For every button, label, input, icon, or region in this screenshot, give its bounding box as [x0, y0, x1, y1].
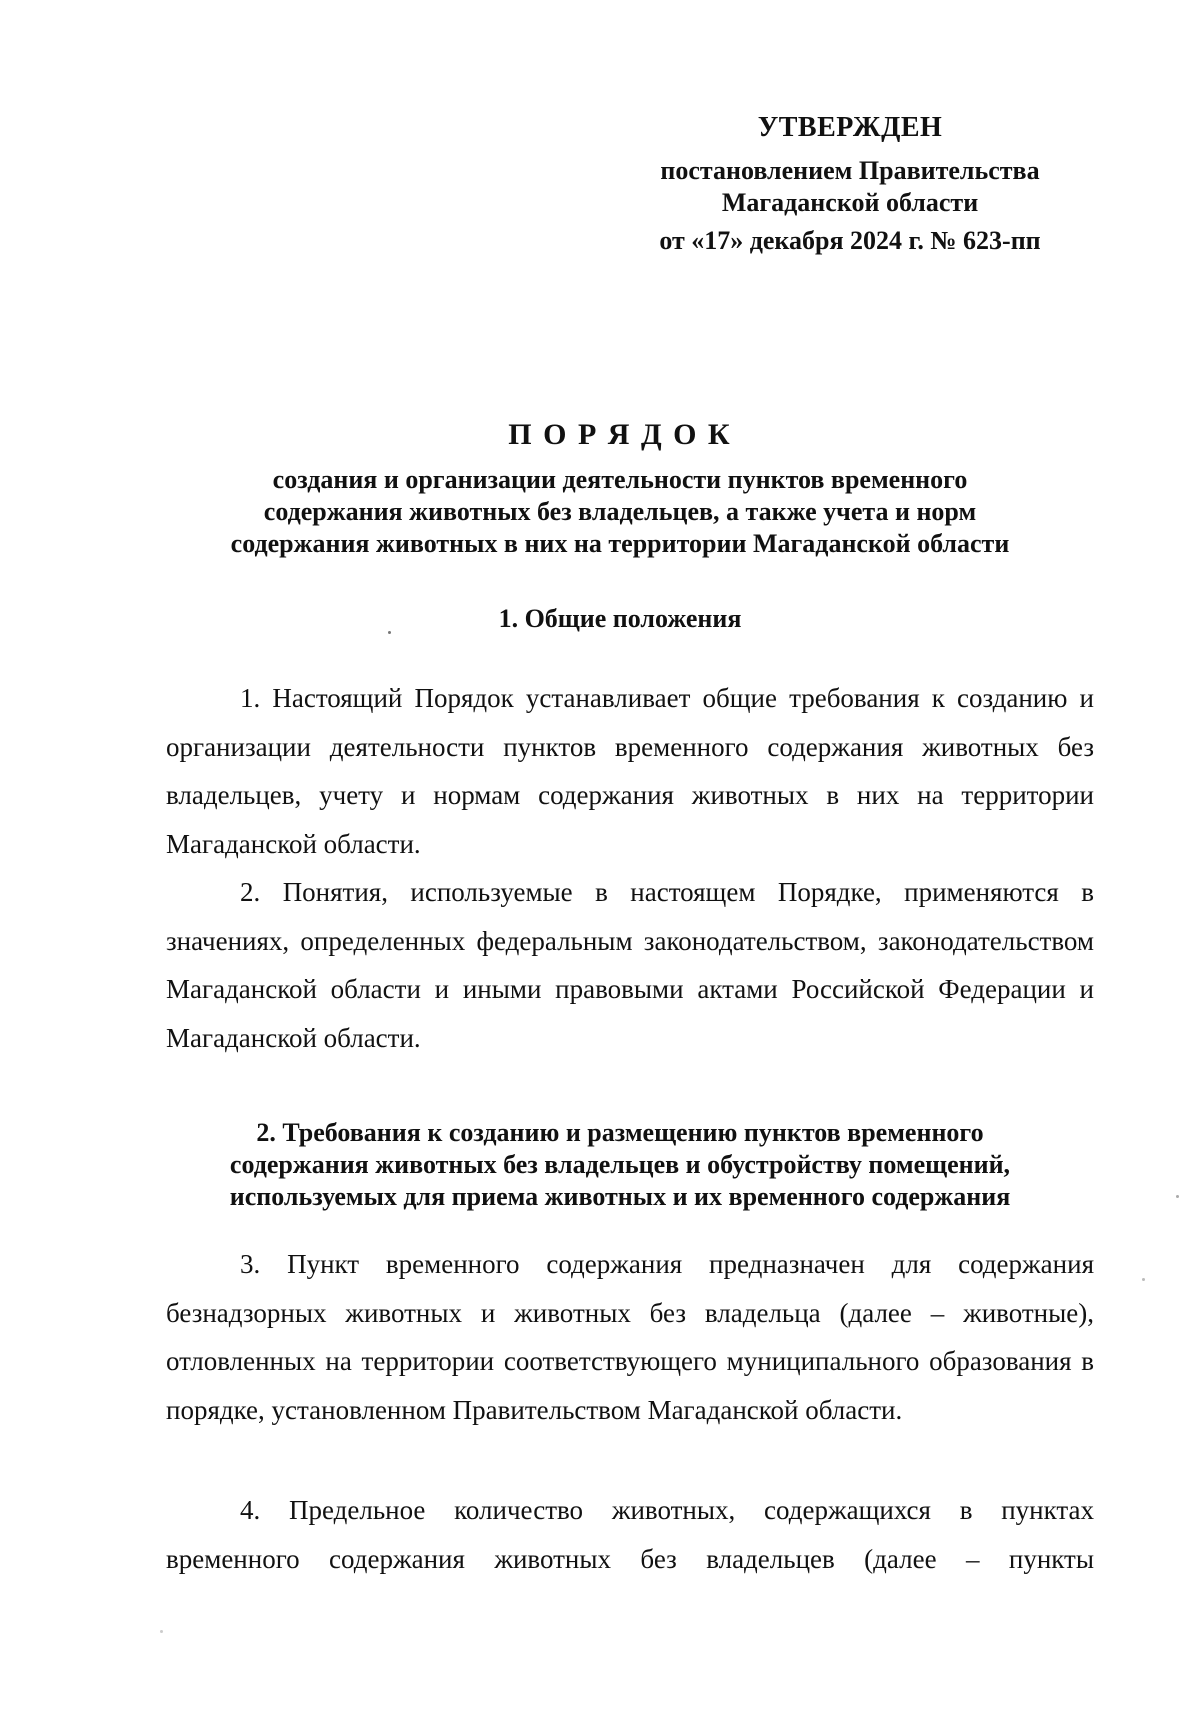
section-2-heading-line-1: 2. Требования к созданию и размещению пунктов временного [256, 1118, 984, 1147]
section-1-heading [150, 603, 1090, 635]
scan-speck [160, 1630, 163, 1633]
paragraph-2: 2. Понятия, используемые в настоящем Порядке, применяются в значениях, определенных федеральным законодательством, законодательством Магаданской области и иными правовыми актами Российской Федерации и Магаданской области. [166, 877, 1094, 1053]
approval-by-line-1: постановлением Правительства [660, 156, 1040, 185]
approval-stamp [600, 112, 1100, 262]
document-title: П О Р Я Д О К [508, 418, 732, 451]
approval-date-line: от «17» декабря 2024 г. № 623-пп [659, 226, 1041, 255]
paragraph-1: 1. Настоящий Порядок устанавливает общие требования к созданию и организации деятельности пунктов временного содержания животных без владельцев, учету и нормам содержания животных в них на территории Магаданской области. [166, 683, 1094, 859]
approved-label: УТВЕРЖДЕН [757, 112, 943, 143]
subtitle-line-2: содержания животных без владельцев, а также учета и норм [263, 497, 977, 526]
scan-speck [388, 631, 391, 634]
section-2-heading [150, 1117, 1090, 1213]
section-2-heading-line-3: используемых для приема животных и их временного содержания [229, 1182, 1011, 1211]
section-2-heading-line-2: содержания животных без владельцев и обустройству помещений, [229, 1150, 1011, 1179]
paragraph-3: 3. Пункт временного содержания предназначен для содержания безнадзорных животных и животных без владельца (далее – животные), отловленных на территории соответствующего муниципального образования в порядке, установленном Правительством Магаданской области. [166, 1249, 1094, 1425]
section-1-heading-line-1: 1. Общие положения [498, 604, 742, 633]
scan-speck [1142, 1278, 1145, 1281]
paragraph-4: 4. Предельное количество животных, содержащихся в пунктах временного содержания животных без владельцев (далее – пункты [166, 1495, 1094, 1574]
document-subtitle [150, 464, 1090, 560]
scan-speck [1176, 1195, 1179, 1198]
approval-by-line-2: Магаданской области [721, 188, 979, 217]
subtitle-line-1: создания и организации деятельности пунктов временного [272, 465, 968, 494]
subtitle-line-3: содержания животных в них на территории Магаданской области [230, 529, 1010, 558]
